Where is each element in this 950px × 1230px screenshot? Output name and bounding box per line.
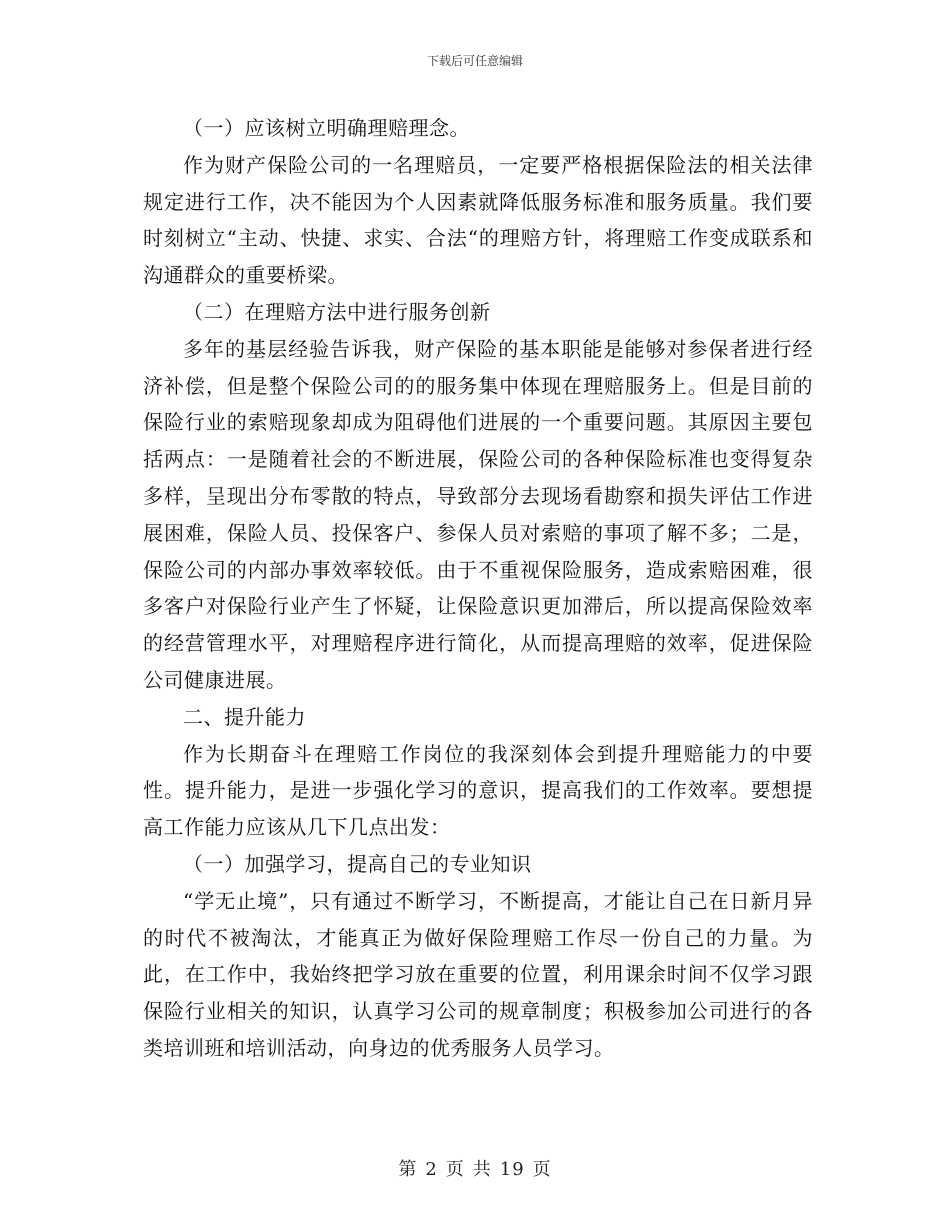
footer-total-pages: 19 [499, 1159, 525, 1180]
section-heading: 二、提升能力 [183, 704, 306, 729]
paragraph: 作为长期奋斗在理赔工作岗位的我深刻体会到提升理赔能力的中要性。提升能力，是进一步强化学习的意识，提高我们的工作效率。要想提高工作能力应该从几下几点出发： [143, 741, 813, 840]
footer-label-ye: 页 [445, 1159, 465, 1180]
footer-label-ye2: 页 [532, 1159, 552, 1180]
section-heading: （一）应该树立明确理赔理念。 [183, 116, 470, 140]
footer-label-gong: 共 [472, 1159, 492, 1180]
page-footer [0, 1155, 950, 1181]
footer-page-number: 2 [425, 1159, 438, 1180]
header-note: 下载后可任意编辑 [426, 54, 523, 68]
footer-label-di: 第 [398, 1159, 418, 1180]
section-heading: （二）在理赔方法中进行服务创新 [183, 299, 491, 324]
section-heading: （一）加强学习，提高自己的专业知识 [183, 851, 532, 876]
paragraph: 作为财产保险公司的一名理赔员，一定要严格根据保险法的相关法律规定进行工作，决不能因为个人因素就降低服务标准和服务质量。我们要时刻树立“主动、快捷、求实、合法“的理赔方针，将理赔工作变成联系和沟通群众的重要桥梁。 [143, 152, 813, 288]
paragraph: 多年的基层经验告诉我，财产保险的基本职能是能够对参保者进行经济补偿，但是整个保险公司的的服务集中体现在理赔服务上。但是目前的保险行业的索赔现象却成为阻碍他们进展的一个重要问题。其原因主要包括两点：一是随着社会的不断进展，保险公司的各种保险标准也变得复杂多样，呈现出分布零散的特点，导致部分去现场看勘察和损失评估工作进展困难，保险人员、投保客户、参保人员对索赔的事项了解不多；二是，保险公司的内部办事效率较低。由于不重视保险服务，造成索赔困难，很多客户对保险行业产生了怀疑，让保险意识更加滞后，所以提高保险效率的经营管理水平，对理赔程序进行简化，从而提高理赔的效率，促进保险公司健康进展。 [143, 336, 813, 692]
document-body [143, 110, 813, 1067]
paragraph: “学无止境”，只有通过不断学习，不断提高，才能让自己在日新月异的时代不被淘汰，才能真正为做好保险理赔工作尽一份自己的力量。为此，在工作中，我始终把学习放在重要的位置，利用课余时间不仅学习跟保险行业相关的知识，认真学习公司的规章制度；积极参加公司进行的各类培训班和培训活动，向身边的优秀服务人员学习。 [143, 888, 813, 1060]
